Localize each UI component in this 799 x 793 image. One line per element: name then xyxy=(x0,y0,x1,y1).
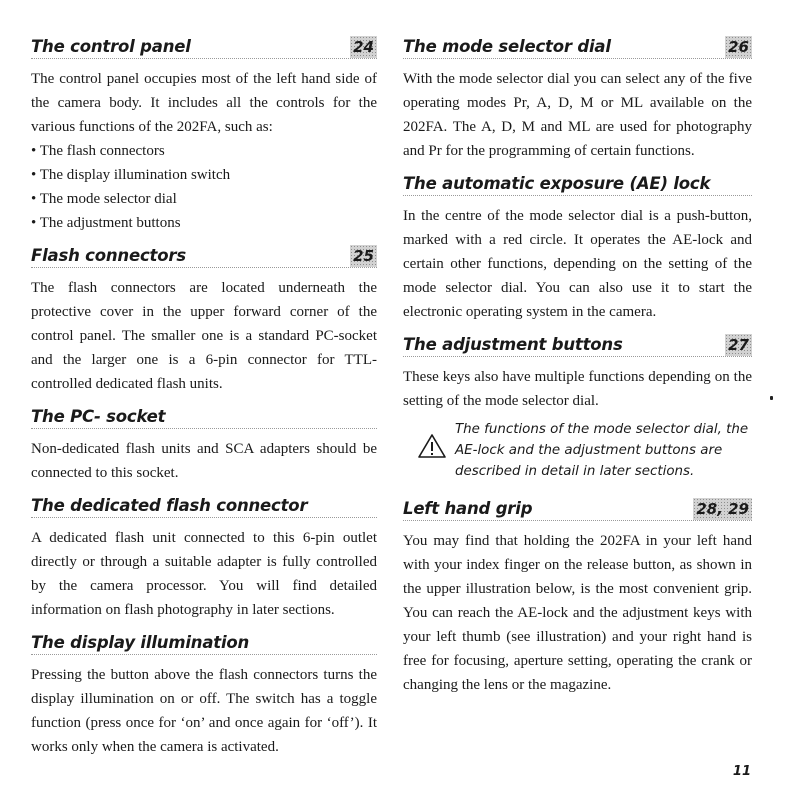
paragraph-adjustment-buttons: These keys also have multiple functions depending on the setting of the mode selector dial. xyxy=(403,369,752,409)
paragraph-control-panel: The control panel occupies most of the left hand side of the camera body. It includes all the controls for the various functions of the 202FA, such as: xyxy=(31,71,377,135)
list-item: • The display illumination switch xyxy=(31,167,231,183)
section-flash-connectors xyxy=(31,241,377,396)
heading-pc-socket: The PC- socket xyxy=(31,407,166,426)
section-heading xyxy=(31,241,377,268)
section-dedicated-flash xyxy=(31,491,377,622)
section-control-panel xyxy=(31,32,377,235)
section-adjustment-buttons xyxy=(403,330,752,413)
paragraph-ae-lock: In the centre of the mode selector dial is a push-button, marked with a red circle. It operates the AE-lock and certain other functions, depending on the setting of the mode selector dial. You can also use it to start the electronic operating system in the camera. xyxy=(403,208,752,320)
page-ref-badge: 27 xyxy=(725,334,752,356)
section-ae-lock xyxy=(403,169,752,324)
heading-display-illumination: The display illumination xyxy=(31,633,250,652)
bullet-list xyxy=(31,139,377,235)
paragraph-dedicated-flash: A dedicated flash unit connected to this 6-pin outlet directly or through a suitable adapter is fully controlled by the camera processor. You will find detailed information on flash photography in later sections. xyxy=(31,530,377,618)
page-ref-badge: 24 xyxy=(350,36,377,58)
page-ref-badge: 26 xyxy=(725,36,752,58)
stray-mark xyxy=(770,396,773,400)
list-item: • The flash connectors xyxy=(31,143,165,159)
section-heading xyxy=(31,628,377,655)
section-heading xyxy=(403,330,752,357)
heading-adjustment-buttons: The adjustment buttons xyxy=(403,335,623,354)
section-heading xyxy=(403,169,752,196)
section-heading xyxy=(31,32,377,59)
list-item: • The mode selector dial xyxy=(31,191,177,207)
section-pc-socket xyxy=(31,402,377,485)
page-ref-badge: 28, 29 xyxy=(693,498,752,520)
section-heading xyxy=(403,32,752,59)
section-mode-selector xyxy=(403,32,752,163)
paragraph-display-illumination: Pressing the button above the flash connectors turns the display illumination on or off. The switch has a toggle function (press once for ‘on’ and once again for ‘off’). It works only when the camera is activated. xyxy=(31,667,377,755)
page-ref-badge: 25 xyxy=(350,245,377,267)
page-number: 11 xyxy=(732,764,751,779)
paragraph-mode-selector: With the mode selector dial you can select any of the five operating modes Pr, A, D, M or ML available on the 202FA. The A, D, M and ML are used for photography and Pr for the programming of certain functions. xyxy=(403,71,752,159)
heading-flash-connectors: Flash connectors xyxy=(31,246,186,265)
paragraph-pc-socket: Non-dedicated flash units and SCA adapters should be connected to this socket. xyxy=(31,441,377,481)
list-item: • The adjustment buttons xyxy=(31,215,181,231)
note-text: The functions of the mode selector dial, the AE-lock and the adjustment buttons are described in detail in later sections. xyxy=(455,422,749,479)
warning-triangle-icon xyxy=(417,433,447,459)
left-column xyxy=(31,32,377,759)
note-callout xyxy=(417,419,752,482)
paragraph-flash-connectors: The flash connectors are located underneath the protective cover in the upper forward corner of the control panel. The smaller one is a standard PC-socket and the larger one is a 6-pin connector for TTL-controlled dedicated flash units. xyxy=(31,280,377,392)
section-heading xyxy=(31,491,377,518)
paragraph-left-hand-grip: You may find that holding the 202FA in your left hand with your index finger on the release button, as shown in the upper illustration below, is the most convenient grip. You can reach the AE-lock and the adjustment keys with your left thumb (see illustration) and your right hand is free for focusing, aperture setting, operating the crank or changing the lens or the magazine. xyxy=(403,533,752,693)
heading-control-panel: The control panel xyxy=(31,37,191,56)
right-column xyxy=(403,32,752,697)
heading-dedicated-flash: The dedicated flash connector xyxy=(31,496,308,515)
section-heading xyxy=(403,494,752,521)
heading-left-hand-grip: Left hand grip xyxy=(403,499,533,518)
heading-mode-selector: The mode selector dial xyxy=(403,37,611,56)
section-left-hand-grip xyxy=(403,494,752,697)
heading-ae-lock: The automatic exposure (AE) lock xyxy=(403,174,711,193)
section-display-illumination xyxy=(31,628,377,759)
section-heading xyxy=(31,402,377,429)
